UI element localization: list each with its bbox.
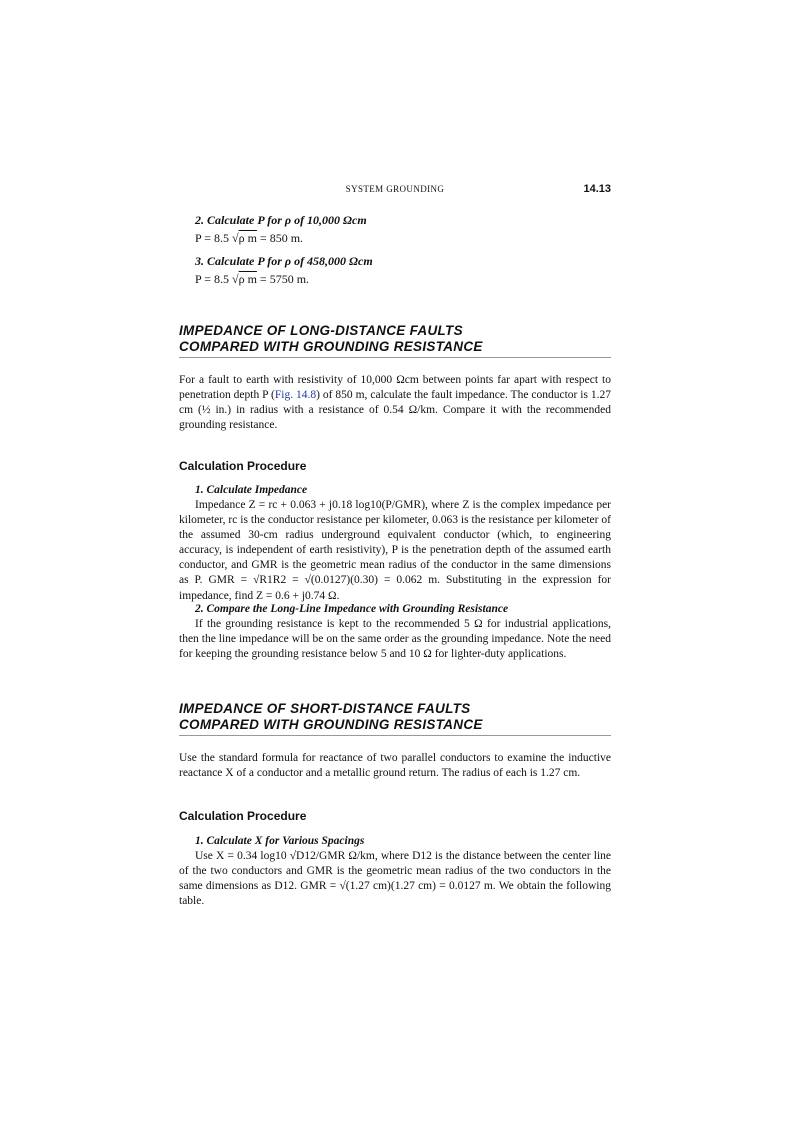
step-2-block <box>179 212 611 246</box>
step-heading: 1. Calculate X for Various Spacings <box>195 835 365 847</box>
section-1-heading <box>179 323 611 358</box>
step-heading: 3. Calculate P for ρ of 458,000 Ωcm <box>195 254 373 268</box>
section-1-step-2 <box>179 602 611 662</box>
procedure-heading: Calculation Procedure <box>179 809 307 823</box>
section-2-heading <box>179 701 611 736</box>
step-body: Impedance Z = rc + 0.063 + j0.18 log10(P/GMR), where Z is the complex impedance per kilometer, rc is the conductor resistance per kilometer, 0.063 is the resistance per kilometer of the assumed 30-cm radius underground equivalent conductor (which, to engineering accuracy, is independent of earth resistivity), P is the penetration depth of the assumed earth conductor, and GMR is the geometric mean radius of the conductor in the same dimensions as P. GMR = √R1R2 = √(0.0127)(0.30) = 0.062 m. Substituting in the expression for impedance, find Z = 0.6 + j0.74 Ω. <box>179 499 611 602</box>
section-title-line: IMPEDANCE OF LONG-DISTANCE FAULTS <box>179 323 463 338</box>
step-heading: 2. Compare the Long-Line Impedance with Grounding Resistance <box>195 603 509 615</box>
page-number: 14.13 <box>583 183 611 195</box>
section-1-step-1 <box>179 483 611 604</box>
procedure-heading: Calculation Procedure <box>179 459 307 473</box>
step-heading: 1. Calculate Impedance <box>195 484 308 496</box>
section-2-step-1 <box>179 834 611 909</box>
section-title-line: IMPEDANCE OF SHORT-DISTANCE FAULTS <box>179 701 471 716</box>
figure-link[interactable]: Fig. 14.8 <box>274 389 317 402</box>
section-2-intro: Use the standard formula for reactance of two parallel conductors to examine the inductive reactance X of a conductor and a metallic ground return. The radius of each is 1.27 cm. <box>179 752 611 780</box>
step-heading: 2. Calculate P for ρ of 10,000 Ωcm <box>195 213 367 227</box>
section-title-line: COMPARED WITH GROUNDING RESISTANCE <box>179 717 483 732</box>
step-body: Use X = 0.34 log10 √D12/GMR Ω/km, where D12 is the distance between the center line of the two conductors and GMR is the geometric mean radius of the two conductors in the same dimensions as D12. GMR = √(1.27 cm)(1.27 cm) = 0.0127 m. We obtain the following table. <box>179 850 611 908</box>
running-head <box>179 183 611 197</box>
step-body: If the grounding resistance is kept to the recommended 5 Ω for industrial applications, then the line impedance will be on the same order as the grounding impedance. Note the need for keeping the grounding resistance below 5 and 10 Ω for lighter-duty applications. <box>179 618 611 661</box>
section-1-intro: For a fault to earth with resistivity of 10,000 Ωcm between points far apart with respect to penetration depth P (Fig. 14.8) of 850 m, calculate the fault impedance. The conductor is 1.27 cm (½ in.) in radius with a resistance of 0.54 Ω/km. Compare it with the recommended grounding resistance. <box>179 374 612 432</box>
running-head-title: SYSTEM GROUNDING <box>345 184 445 194</box>
equation: P = 8.5 √ρ m = 850 m. <box>195 231 304 245</box>
section-title-line: COMPARED WITH GROUNDING RESISTANCE <box>179 339 483 354</box>
step-3-block <box>179 253 611 287</box>
equation: P = 8.5 √ρ m = 5750 m. <box>195 272 310 286</box>
